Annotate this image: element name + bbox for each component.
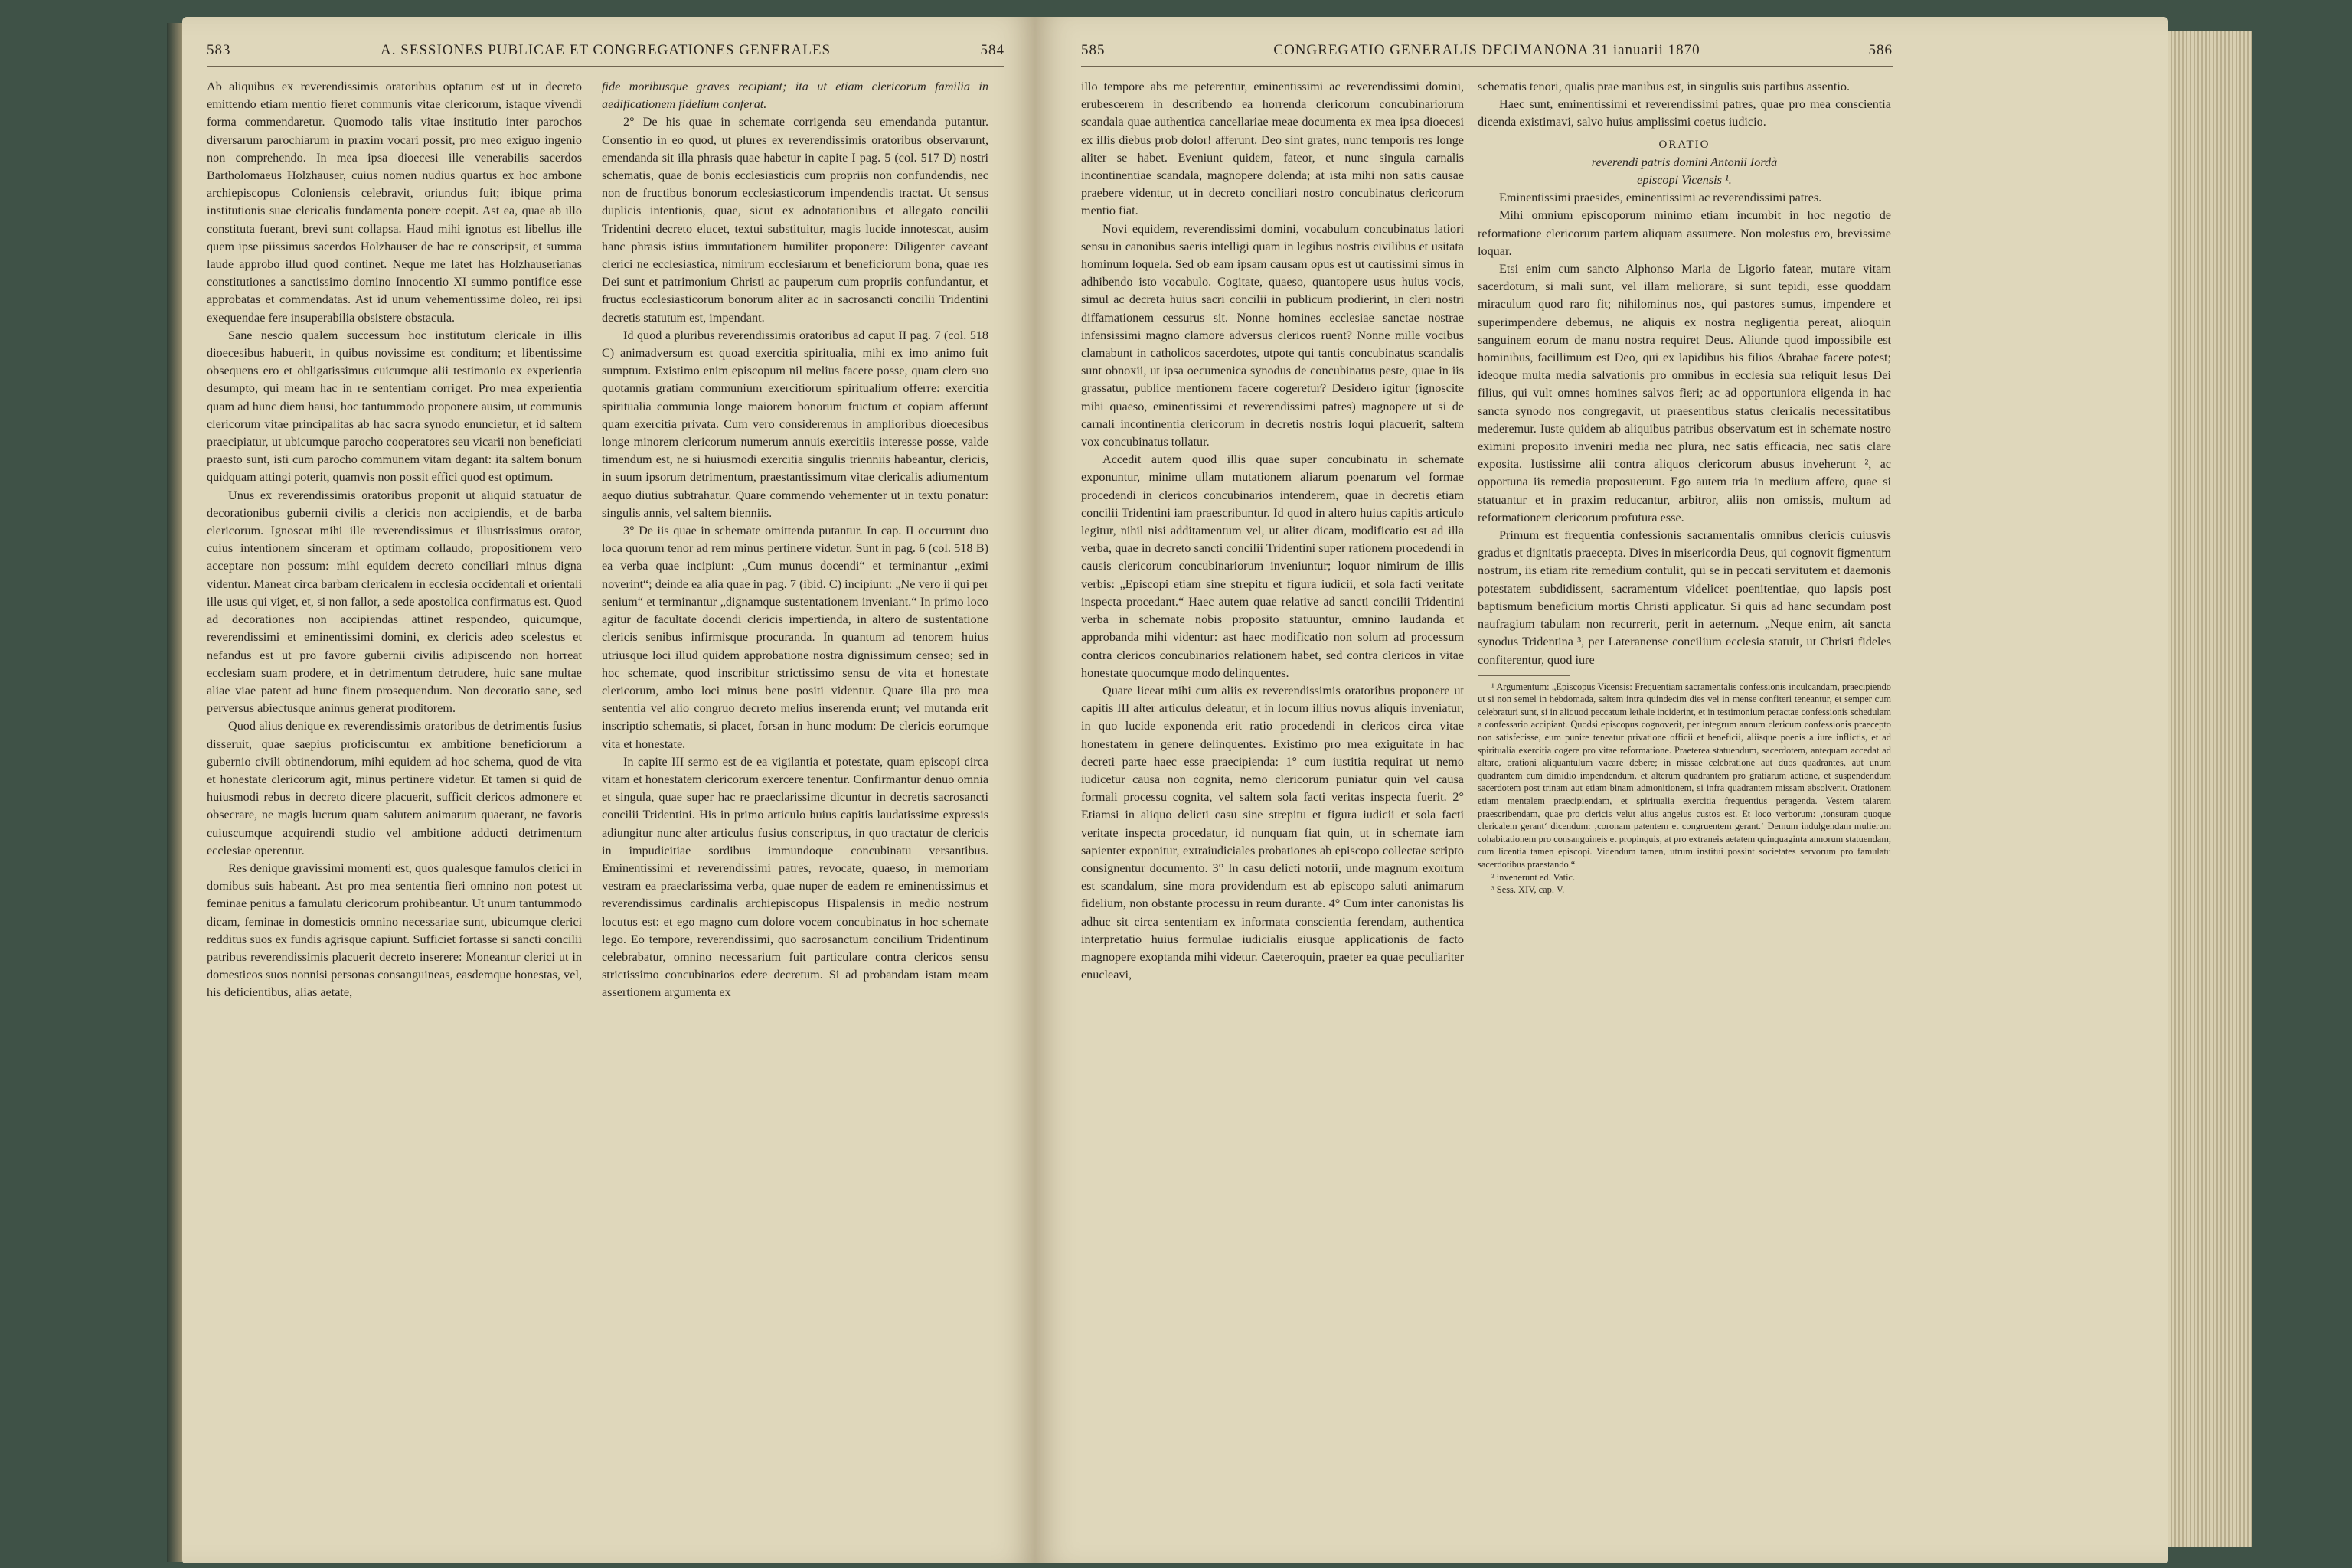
- footnote-3: ³ Sess. XIV, cap. V.: [1491, 884, 1565, 896]
- left-page-column-1: [207, 78, 582, 1487]
- right-page-column-2: [1478, 78, 1891, 1487]
- paragraph: 2° De his quae in schemate corrigenda seu emendanda putantur. Consentio in eo quod, ut plures ex reverendissimis oratoribus observarunt, emendanda sit illa phrasis quae habetur in capite I pag. 5 (col. 517 D) nostri schematis, quae de bonis ecclesiasticis cum propriis non confundendis, nec non de fructibus bonorum ecclesiasticorum impendendis tractat. Ut sensus duplicis intentionis, quae, sicut ex adnotationibus et allegato concilii Tridentini decreto elucet, textui substituitur, magis lucide innotescat, ausim hanc phrasis istius immutationem humiliter proponere: Diligenter caveant clerici ne ecclesiastica, nimirum ecclesiarum et beneficiorum bona, quae res Dei sunt et patrimonium Christi ac pauperum cum propriis confundantur, et fructus ecclesiasticorum bonorum aliter ac in sacrosancti concilii Tridentini decretis statutum est, impendant.: [602, 115, 988, 325]
- right-page-column-1: [1081, 78, 1464, 1487]
- left-page: [182, 17, 1035, 1563]
- right-running-head: [1081, 35, 1893, 67]
- paragraph: schematis tenori, qualis prae manibus est, in singulis suis partibus assentio.: [1478, 80, 1851, 93]
- paragraph: Quod alius denique ex reverendissimis oratoribus de detrimentis fusius disseruit, quae saepius proficiscuntur ex ambitione beneficiorum a gubernio civili obtinendorum, mihi equidem ad hoc schema, quod de vita et honestate clericorum agit, minus pertinere videtur. Et tamen si quid de huiusmodi rebus in decreto dicere placuerit, sufficit clericos admonere et obsecrare, ne magis lucrum quam salutem animarum quaerant, ne favoris cuiuscumque acquirendi studio vel ambitione adducti detrimentum ecclesiae operentur.: [207, 719, 582, 858]
- left-running-head: [207, 35, 1004, 67]
- paragraph: Eminentissimi praesides, eminentissimi ac reverendissimi patres.: [1499, 191, 1822, 205]
- page-number-583: 583: [207, 42, 231, 58]
- paragraph: illo tempore abs me peterentur, eminentissimi ac reverendissimi domini, erubescerem in describendo ea horrenda clericorum concubinariorum scandala quae authentica cancellariae meae documenta ex mea ipsa dioecesi ex illis diebus prob dolor! afferunt. Deo sint grates, nunc temporis res longe aliter se habet. Eveniunt quidem, fateor, et nunc singula carnalis incontinentiae scandala, magnopere dolenda; at ista mihi non satis causae praebere videntur, ut in decreto conciliari nostro concubinatus clericorum mentio fiat.: [1081, 80, 1464, 218]
- paragraph: Res denique gravissimi momenti est, quos qualesque famulos clerici in domibus suis habeant. Ast pro mea sententia fieri omnino non potest ut feminae penitus a famulatu clericorum prohibeantur. Ut unum tantummodo dicam, feminae in domesticis omnino necessariae sunt, ubicumque clerici redditus suos ex fundis agrisque capiunt. Sufficiet fortasse si sancti concilii patribus reverendissimis placuerit decreto inserere: Moneantur clerici ut in domesticos suos nonnisi personas consanguineas, easdemque honestas, vel, his deficientibus, alias aetate,: [207, 861, 582, 1000]
- paragraph: Haec sunt, eminentissimi et reverendissimi patres, quae pro mea conscientia dicenda existimavi, salvo huius amplissimi coetus iudicio.: [1478, 97, 1891, 129]
- paragraph: Sane nescio qualem successum hoc institutum clericale in illis dioecesibus habuerit, in quibus novissime est conditum; et libentissime obsequens ero et obligatissimus cuicumque alii testimonio ex experientia desumpto, qui meam hac in re sententiam corriget. Pro mea experientia quam ad hunc diem hausi, hoc tantummodo proponere ausim, ut communis clericorum vitae principalitas ab hac sacra synodo enuncietur, et id saltem praecipiatur, ut ubicumque parocho cooperatores seu vicarii non beneficiati praesto sunt, isti cum parocho communem vitam degant: ita saltem bonum quidquam attingi poterit, quamvis non possit effici quod est optimum.: [207, 328, 582, 485]
- paragraph: Id quod a pluribus reverendissimis oratoribus ad caput II pag. 7 (col. 518 C) animadversum est quoad exercitia spiritualia, mihi ex imo animo fuit sumptum. Existimo enim episcopum nil melius facere posse, quam clero suo quotannis gratiam communium exercitiorum spiritualium offerre: exercitia spiritualia communia longe maiorem bonorum fructum et copiam afferunt quam exercitia privata. Cum vero consideremus in amplioribus dioecesibus longe minorem clericorum numerum annuis exercitiis interesse posse, valde timendum est, ne si huiusmodi exercitia singulis trienniis habeantur, clericis, in suum ipsorum detrimentum, praestantissimum vitae clericalis adiumentum aequo diutius subtrahatur. Quare commendo vehementer ut in textu ponatur: singulis annis, vel saltem bienniis.: [602, 328, 988, 520]
- paragraph: 3° De iis quae in schemate omittenda putantur. In cap. II occurrunt duo loca quorum tenor ad rem minus pertinere videtur. Sunt in pag. 6 (col. 518 B) ea verba quae incipiunt: „Cum munus docendi“ et terminantur „eximi noverint“; deinde ea alia quae in pag. 7 (ibid. C) incipiunt: „Ne vero ii qui per senium“ et terminantur „dignamque sustentationem inveniant.“ In primo loco agitur de facultate docendi clericis impertienda, in altero de sustentatione clericis senibus infirmisque procuranda. In quantum ad tenorem huius utriusque loci illud quidem approbatione nostra dignissimum censeo; sed in hoc schemate, quod inscribitur strictissimo sensu de vita et honestate clericorum, ambo loci minus bene positi videntur. Quare illa pro mea sententia vel alio congruo decreto melius inserenda erunt; vel mutanda erit inscriptio schematis, si placet, forsan in hunc modum: De clericis eorumque vita et honestate.: [602, 524, 988, 751]
- oratio-heading: ORATIO: [1658, 138, 1710, 151]
- page-number-585: 585: [1081, 42, 1106, 58]
- paragraph: Novi equidem, reverendissimi domini, vocabulum concubinatus latiori sensu in canonibus saeris intelligi quam in legibus nostris civilibus et usitata hominum loquela. Sed ob eam ipsam causam opus est ut cautissimi simus in adhibendo isto vocabulo. Cogitate, quaeso, quantopere usus huius vocis, simul ac decreta huius sacri concilii in publicum prodierint, in cleri nostri diffamationem cessurus sit. Nonne homines ecclesiae sanctae nostrae infensissimi magno clamore adversus clericos ruent? Nonne mille vocibus clamabunt in catholicos sacerdotes, utpote qui tantis concubinatus scandalis sunt obnoxii, ut ipsa oecumenica synodus de concubinatus peste, quae in iis grassatur, publice mentionem facere cogeretur? Desidero igitur (ignoscite mihi quaeso, eminentissimi et reverendissimi patres) magnopere ut si de carnali incontinentia clericorum in decretis nostris loqui placuerit, saltem vox concubinatus tollatur.: [1081, 221, 1464, 449]
- paragraph: Etsi enim cum sancto Alphonso Maria de Ligorio fatear, mutare vitam sacerdotum, si mali sunt, vel illam meliorare, si sunt tepidi, esse quoddam miraculum quod raro fit; nihilominus nos, qui pastores sumus, impendere et superimpendere debemus, ne aliquis ex nostra negligentia pereat, alioquin sanguinem eorum de manu nostra requiret Deus. Aliunde quod impossibile est hominibus, facillimum est Deo, qui ex lapidibus his filios Abrahae facere potest; ideoque multa media salvationis pro omnibus in ecclesia sua reliquit Iesus Dei filius, qui vult omnes homines salvos fieri; ac ad opportuniora eligenda in hac sancta synodo nos congregavit, ut praesentibus status clericalis necessitatibus mederemur. Iuste quidem ab aliquibus patribus observatum est in schemate nostro eximini proposito inveniri media nec plura, nec satis efficacia, nec satis clare exposita. Iustissime alii contra aliquos clericorum abusus inveherunt ², ac opportuna iis remedia proposuerunt. Ego autem tria in medium affero, quae si statuantur et in praxim reducantur, arbitror, aliis non omissis, multum ad reformationem clericorum profutura esse.: [1478, 262, 1891, 524]
- paragraph: Accedit autem quod illis quae super concubinatu in schemate exponuntur, minime ullam mutationem aliarum poenarum vel formae procedendi in clericos concubinarios intenderem, quae in decretis etiam concilii Tridentini iam praescribuntur. Id quod in altero huius capitis articulo legitur, nihil nisi additamentum vel, ut aliter dicam, modificatio est ad illa verba, quae in decreto sancti concilii Tridentini super rationem procedendi in causis clericorum concubinariorum inveniuntur; loquor nimirum de illis verbis: „Episcopi etiam sine strepitu et figura iudicii, et sola facti veritate inspecta procedant.“ Haec autem quae relative ad sancti concilii Tridentini verba in schemate nobis proposito statuuntur, omnino laudanda et approbanda mihi videntur: ast haec modificatio non solum ad processum contra clericos concubinarios relationem habet, sed contra clericos in vitae honestate quocumque modo delinquentes.: [1081, 452, 1464, 680]
- right-page: [1035, 17, 2168, 1563]
- paragraph: fide moribusque graves recipiant; ita ut etiam clericorum familia in aedificationem fidelium conferat.: [602, 80, 988, 112]
- footnotes: [1478, 681, 1891, 897]
- book-page-edges: [2168, 31, 2252, 1547]
- oratio-author-line-1: reverendi patris domini Antonii Iordà: [1591, 155, 1778, 169]
- paragraph: Unus ex reverendissimis oratoribus proponit ut aliquid statuatur de decorationibus gubernii civilis a clericis non accipiendis, et de barba clericorum. Ignoscat mihi ille reverendissimus et illustrissimus orator, cuius intentionem sinceram et optimam collaudo, propositionem vero acceptare non possum: mihi equidem decreto conciliari minus digna videntur. Maneat circa barbam clericalem in ecclesia occidentali et orientali ille usus qui viget, et, si non fallor, a sede apostolica confirmatus est. Quod ad decorationes non accipiendas attinet respondeo, quicumque, reverendissimi et eminentissimi domini, ex clericis adeo scelestus et nefandus est ut pro favore gubernii civilis adipiscendo non horreat ecclesiam suam prodere, et in detrimentum detrudere, huic sane multae aliae viae patent ad hunc finem prosequendum. Non decoratio sane, sed perversus abiectusque animus generat proditorem.: [207, 488, 582, 716]
- page-number-584: 584: [980, 42, 1004, 58]
- footnote-1: ¹ Argumentum: „Episcopus Vicensis: Frequentiam sacramentalis confessionis inculcandam, praecipiendo ut si non semel in hebdomada, saltem intra quindecim dies vel in mense confiteri teneantur, et semper cum celebraturi sunt, si in aliquod peccatum lethale inciderint, et in testimonium peractae confessionis schedulam a confessario accipiant. Quodsi episcopus cognoverit, per integrum annum clericum confessionis praecepto non satisfecisse, eum punire teneatur privatione officii et beneficii, aliisque poenis a iure inflictis, et ad spiritualia exercitia cogere pro vitae reformatione. Praeterea statuendum, sacerdotem, antequam accedat ad altare, orationi aliquantulum vacare debere; in missae celebratione aut duos quadrantes, aut unum quadrantem cum dimidio impendendum, et alterum quadrantem pro gratiarum actione, et suspendendum sacerdotem post trinam aut etiam binam admonitionem, si infra quadrantem missam absolverit. Orationem etiam mentalem praecipiendam, et spiritualia exercitia frequentius peragenda. Vestem talarem praescribendam, quae pro clericis velut alius angelus custos est. Et loco verborum: ‚tonsuram quoque clericalem gerant‘ dicendum: ‚coronam patentem et congruentem gerant.‘ Demum indulgendam mulierum cohabitationem pro consanguineis et propinquis, at pro extraneis aetatem quinquaginta annorum statuendam, cum licentia tamen episcopi. Videndum tamen, utrum institui possint societates servorum pro famulatu sacerdotibus praestando.“: [1478, 681, 1891, 871]
- oratio-author-line-2: episcopi Vicensis ¹.: [1637, 173, 1732, 188]
- paragraph: Primum est frequentia confessionis sacramentalis omnibus clericis cuiusvis gradus et dignitatis praecepta. Dives in misericordia Deus, qui cognovit figmentum nostrum, iis etiam rite remedium contulit, qui se in peccati servitutem et daemonis potestatem subdidissent, sacramentum videlicet poenitentiae, quo lapsis post baptismum beneficium mortis Christi applicatur. Si quis ad hanc secundam post naufragium tabulam non recurrerit, perit in aeternum. „Neque enim, ait sancta synodus Tridentina ³, per Lateranense concilium ecclesia statuit, ut Christi fideles confiterentur, quod iure: [1478, 528, 1891, 667]
- footnote-2: ² invenerunt ed. Vatic.: [1491, 871, 1576, 883]
- left-page-column-2: [602, 78, 988, 1487]
- left-running-title: A. SESSIONES PUBLICAE ET CONGREGATIONES GENERALES: [380, 42, 831, 58]
- paragraph: In capite III sermo est de ea vigilantia et potestate, quam episcopi circa vitam et honestatem clericorum exercere tenentur. Confirmantur denuo omnia et singula, quae super hac re praeclarissime dicuntur in decretis sacrosancti concilii Tridentini. His in primo articulo huius capitis laudatissime expressis adiungitur nunc alter articulus fusius conscriptus, in quo tractatur de clericis in impudicitiae sordibus immundoque concubinatu versantibus. Eminentissimi et reverendissimi patres, revocate, quaeso, in memoriam vestram ea praeclarissima verba, quae nuper de eadem re eminentissimus et reverendissimus cardinalis archiepiscopus Hispalensis in medio nostrum locutus est: et ego magno cum dolore vocem concubinatus in hoc schemate lego. Eo tempore, reverendissimi, quo sacrosanctum concilium Tridentinum celebrabatur, omnino necessarium fuit particulare contra clericos sensu strictissimo concubinarios edere decretum. Si ad probandam istam meam assertionem argumenta ex: [602, 754, 988, 1000]
- right-running-title: CONGREGATIO GENERALIS DECIMANONA 31 ianuarii 1870: [1273, 42, 1700, 58]
- footnote-rule: [1478, 675, 1570, 676]
- paragraph: Quare liceat mihi cum aliis ex reverendissimis oratoribus proponere ut capitis III alter articulus deleatur, et in locum illius novus aliquis inveniatur, in quo lucide exponenda erit ratio procedendi in clericos circa vitae honestatem in genere delinquentes. Existimo pro mea exiguitate in hac decreti parte haec esse praecipienda: 1° cum iustitia requirat ut nemo iudicetur causa non cognita, nemo clericorum puniatur quin vel causa formali processu cognita, vel saltem sola facti veritas inspecta fuerit. 2° Etiamsi in aliquo delicti casu sine strepitu et figura iudicii et sola facti veritate inspecta procedatur, id nunquam fiat quin, ut in schemate iam sapienter exponitur, extraiudiciales probationes ab episcopo collectae scripto consignentur documento. 3° In casu delicti notorii, unde magnum exortum est scandalum, sine mora providendum est ab episcopo saluti animarum fidelium, non obstante processu in reum durante. 4° Cum inter canonistas lis adhuc sit circa sententiam ex informata conscientia ferendam, authentica interpretatio huius formulae iudicialis eiusque applicationis de facto magnopere exoptanda mihi videtur. Caeteroquin, praeter ea quae peculiariter enucleavi,: [1081, 683, 1464, 982]
- paragraph: Ab aliquibus ex reverendissimis oratoribus optatum est ut in decreto emittendo etiam mentio fieret communis vitae clericorum, istaque vivendi forma commendaretur. Quomodo talis vitae institutio inter parochos diversarum parochiarum in praxim vocari possit, pro meo exiguo ingenio non comprehendo. In mea ipsa dioecesi ille venerabilis sacerdos Bartholomaeus Holzhauser, cuius nomen nudius quartus ex hoc ambone archiepiscopus Coloniensis celebravit, oriundus fuit; ibique prima institutionis suae clericalis fundamenta ponere coepit. Ast ea, quae ab illo constituta fuerant, brevi sunt collapsa. Haud mihi ignotus est libellus ille quem ipse piissimus sacerdos Holzhauser de hac re conscripsit, et summa laude approbo illud quod continet. Neque me latet has Holzhauserianas constitutiones a sanctissimo domino Innocentio XI summo pontifice esse approbatas et commendatas. Ast id unum vehementissime doleo, rei ipsi exequendae fere insuperabilia obsistere obstacula.: [207, 80, 582, 325]
- page-number-586: 586: [1868, 42, 1893, 58]
- paragraph: Mihi omnium episcoporum minimo etiam incumbit in hoc negotio de reformatione clericorum partem aliquam assumere. Non molestus ero, brevissime loquar.: [1478, 208, 1891, 258]
